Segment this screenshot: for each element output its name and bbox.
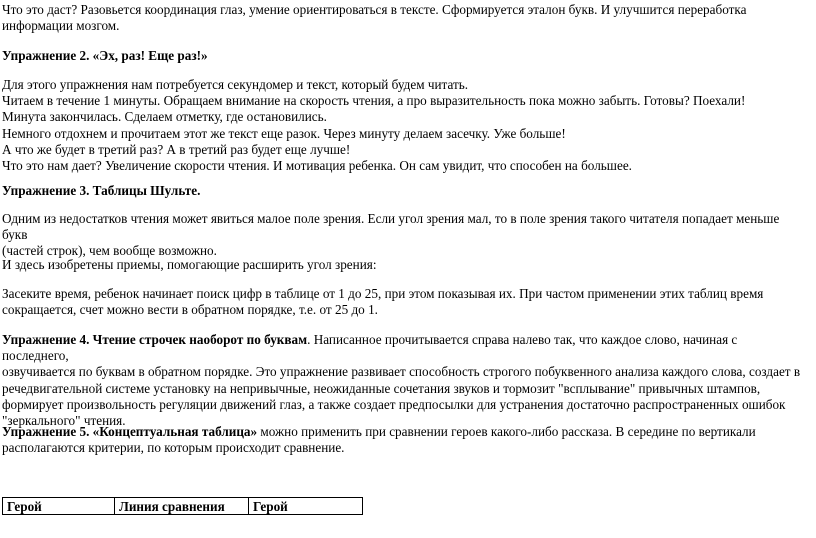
exercise-2-body <box>2 77 802 174</box>
heading-text: Упражнение 3. Таблицы Шульте. <box>2 183 201 198</box>
inline-text: можно применить при сравнении героев какого-либо рассказа. В середине по вертикали <box>257 424 756 439</box>
exercise-3-heading <box>2 183 802 199</box>
heading-text: Упражнение 4. Чтение строчек наоборот по буквам <box>2 332 308 347</box>
table-header-cell: Герой <box>3 498 115 515</box>
exercise-3-paragraph-2 <box>2 257 802 273</box>
text-line: Минута закончилась. Сделаем отметку, где остановились. <box>2 109 327 125</box>
text-line: "зеркального" чтения. <box>2 413 126 429</box>
table-header-cell: Герой <box>249 498 363 515</box>
text-line <box>2 424 802 440</box>
text-line: Что это даст? Разовьется координация глаз, умение ориентироваться в тексте. Сформируется эталон букв. И улучшится переработка <box>2 2 747 17</box>
text-line: Засеките время, ребенок начинает поиск цифр в таблице от 1 до 25, при этом показывая их. При частом применении этих таблиц время <box>2 286 764 301</box>
text-line: И здесь изобретены приемы, помогающие расширить угол зрения: <box>2 257 377 272</box>
text-line: А что же будет в третий раз? А в третий раз будет еще лучше! <box>2 141 351 157</box>
table-header-row <box>3 498 363 515</box>
comparison-table <box>2 497 363 515</box>
text-line: информации мозгом. <box>2 18 120 34</box>
exercise-3-paragraph-3 <box>2 286 802 318</box>
table-header-cell: Линия сравнения <box>115 498 249 515</box>
text-line: располагаются критерии, по которым происходит сравнение. <box>2 440 345 456</box>
text-line: сокращается, счет можно вести в обратном порядке, т.е. от 25 до 1. <box>2 302 378 318</box>
text-line: Для этого упражнения нам потребуется секундомер и текст, который будем читать. <box>2 77 469 92</box>
text-line: Что это нам дает? Увеличение скорости чтения. И мотивация ребенка. Он сам увидит, что способен на большее. <box>2 158 632 174</box>
text-line: Одним из недостатков чтения может явиться малое поле зрения. Если угол зрения мал, то в поле зрения такого читателя попадает меньше букв <box>2 211 780 243</box>
text-line: (частей строк), чем вообще возможно. <box>2 243 217 259</box>
exercise-4-paragraph <box>2 332 802 429</box>
exercise-5-paragraph <box>2 424 802 456</box>
inline-text: . Написанное прочитывается справа налево так, что каждое слово, начиная с последнего, <box>2 332 738 364</box>
heading-text: Упражнение 2. «Эх, раз! Еще раз!» <box>2 48 208 63</box>
text-line <box>2 332 802 364</box>
intro-paragraph <box>2 2 802 34</box>
text-line: Немного отдохнем и прочитаем этот же текст еще разок. Через минуту делаем засечку. Уже больше! <box>2 125 566 141</box>
text-line: озвучивается по буквам в обратном порядке. Это упражнение развивает способность строгого побуквенного анализа каждого слова, создает в <box>2 364 801 380</box>
heading-text: Упражнение 5. «Концептуальная таблица» <box>2 424 258 439</box>
text-line: речедвигательной системе установку на непривычные, неожиданные сочетания звуков и тормозит "всплывание" привычных штампов, <box>2 380 761 396</box>
exercise-2-heading <box>2 48 802 64</box>
text-line: Читаем в течение 1 минуты. Обращаем внимание на скорость чтения, а про выразительность пока можно забыть. Готовы? Поехали! <box>2 93 746 109</box>
text-line: формирует произвольность регуляции движений глаз, а также создает предпосылки для устранения достаточно распространенных ошибок <box>2 396 786 412</box>
exercise-3-paragraph-1 <box>2 211 802 260</box>
